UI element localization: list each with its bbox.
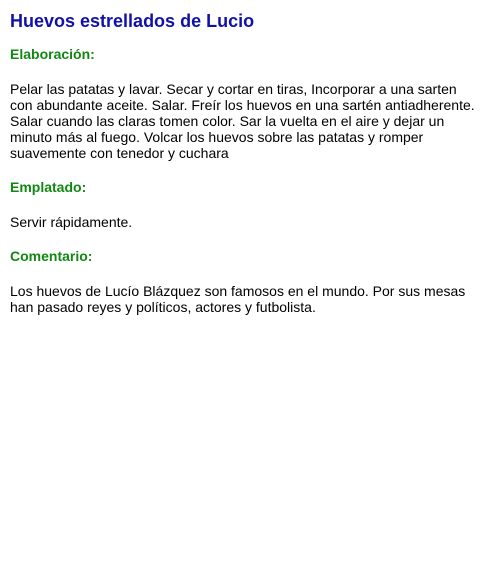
section-text-elaboracion: Pelar las patatas y lavar. Secar y cortar en tiras, Incorporar a una sarten con abundante aceite. Salar. Freír los huevos en una sartén antiadherente. Salar cuando las claras tomen color. Sar la vuelta en el aire y dejar un minuto más al fuego. Volcar los huevos sobre las patatas y romper suavemente con tenedor y cuchara: [10, 81, 475, 161]
recipe-title: Huevos estrellados de Lucio: [10, 11, 255, 31]
section-text-emplatado: Servir rápidamente.: [10, 214, 133, 230]
section-heading-emplatado: Emplatado:: [10, 179, 87, 195]
section-text-comentario: Los huevos de Lucío Blázquez son famosos en el mundo. Por sus mesas han pasado reyes y políticos, actores y futbolista.: [10, 283, 466, 315]
section-heading-elaboracion: Elaboración:: [10, 46, 95, 62]
section-heading-comentario: Comentario:: [10, 248, 93, 264]
